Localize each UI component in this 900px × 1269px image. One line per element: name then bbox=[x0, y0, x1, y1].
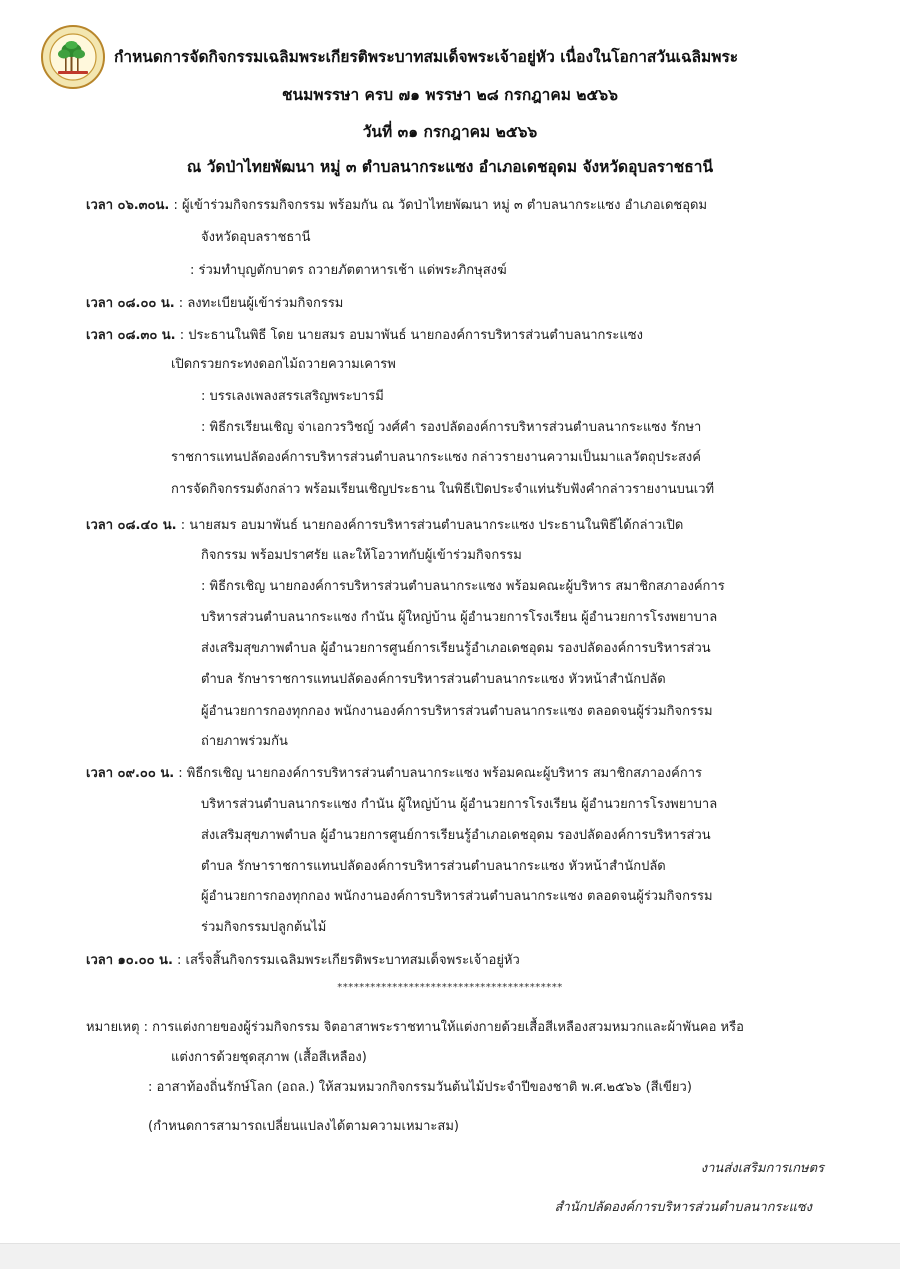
time-label: เวลา ๐๘.๐๐ น. bbox=[86, 296, 175, 311]
viewer-bottom-bar bbox=[0, 1243, 900, 1269]
note-line: แต่งการด้วยชุดสุภาพ (เสื้อสีเหลือง) bbox=[171, 1050, 367, 1065]
text-line: ผู้อำนวยการกองทุกกอง พนักงานองค์การบริหารส่วนตำบลนากระแซง ตลอดจนผู้ร่วมกิจกรรม bbox=[201, 704, 713, 719]
text-line: ถ่ายภาพร่วมกัน bbox=[201, 734, 288, 749]
note-line: หมายเหตุ : การแต่งกายของผู้ร่วมกิจกรรม จิตอาสาพระราชทานให้แต่งกายด้วยเสื้อสีเหลืองสวมหมวกและผ้าพันคอ หรือ bbox=[86, 1020, 744, 1035]
organization-logo bbox=[40, 24, 106, 90]
schedule-item-0900 bbox=[86, 762, 702, 783]
text-line: ส่งเสริมสุขภาพตำบล ผู้อำนวยการศูนย์การเรียนรู้อำเภอเดชอุดม รองปลัดองค์การบริหารส่วน bbox=[201, 641, 711, 656]
time-label: เวลา ๐๙.๐๐ น. bbox=[86, 766, 175, 781]
text-line: ร่วมกิจกรรมปลูกต้นไม้ bbox=[201, 920, 327, 935]
time-label: เวลา ๑๐.๐๐ น. bbox=[86, 953, 173, 968]
text-line: : พิธีกรเชิญ นายกองค์การบริหารส่วนตำบลนากระแซง พร้อมคณะผู้บริหาร สมาชิกสภาองค์การ bbox=[201, 579, 725, 594]
item-text: : นายสมร อบมาพันธ์ นายกองค์การบริหารส่วนตำบลนากระแซง ประธานในพิธีได้กล่าวเปิด bbox=[176, 518, 684, 533]
asterisk-separator: ***************************************** bbox=[337, 982, 563, 993]
title-location: ณ วัดป่าไทยพัฒนา หมู่ ๓ ตำบลนากระแซง อำเภอเดชอุดม จังหวัดอุบลราชธานี bbox=[186, 158, 714, 176]
signature-department: งานส่งเสริมการเกษตร bbox=[700, 1161, 824, 1176]
signature-office: สำนักปลัดองค์การบริหารส่วนตำบลนากระแซง bbox=[554, 1200, 812, 1215]
text-line: ผู้อำนวยการกองทุกกอง พนักงานองค์การบริหารส่วนตำบลนากระแซง ตลอดจนผู้ร่วมกิจกรรม bbox=[201, 889, 713, 904]
time-label: เวลา ๐๘.๓๐ น. bbox=[86, 328, 176, 343]
text-line: เปิดกรวยกระทงดอกไม้ถวายความเคารพ bbox=[171, 357, 396, 372]
item-text: : เสร็จสิ้นกิจกรรมเฉลิมพระเกียรติพระบาทสมเด็จพระเจ้าอยู่หัว bbox=[172, 953, 520, 968]
text-line: ตำบล รักษาราชการแทนปลัดองค์การบริหารส่วนตำบลนากระแซง หัวหน้าสำนักปลัด bbox=[201, 672, 666, 687]
time-label: เวลา ๐๖.๓๐น. bbox=[86, 198, 170, 213]
title-line-2: ชนมพรรษา ครบ ๗๑ พรรษา ๒๘ กรกฎาคม ๒๕๖๖ bbox=[282, 86, 618, 104]
time-label: เวลา ๐๘.๔๐ น. bbox=[86, 518, 177, 533]
schedule-item-0830 bbox=[86, 324, 643, 345]
text-line: จังหวัดอุบลราชธานี bbox=[201, 230, 311, 245]
schedule-item-0840 bbox=[86, 514, 683, 535]
text-line: การจัดกิจกรรมดังกล่าว พร้อมเรียนเชิญประธาน ในพิธีเปิดประจำแท่นรับฟังคำกล่าวรายงานบนเวที bbox=[171, 482, 715, 497]
text-line: : บรรเลงเพลงสรรเสริญพระบารมี bbox=[201, 389, 384, 404]
schedule-item-0630 bbox=[86, 194, 707, 215]
text-line: : ร่วมทำบุญตักบาตร ถวายภัตตาหารเช้า แด่พระภิกษุสงฆ์ bbox=[190, 263, 507, 278]
title-line-1: กำหนดการจัดกิจกรรมเฉลิมพระเกียรติพระบาทสมเด็จพระเจ้าอยู่หัว เนื่องในโอกาสวันเฉลิมพระ bbox=[114, 48, 739, 66]
note-line: (กำหนดการสามารถเปลี่ยนแปลงได้ตามความเหมาะสม) bbox=[148, 1119, 459, 1134]
item-text: : ผู้เข้าร่วมกิจกรรมกิจกรรม พร้อมกัน ณ วัดป่าไทยพัฒนา หมู่ ๓ ตำบลนากระแซง อำเภอเดชอุดม bbox=[169, 198, 708, 213]
text-line: บริหารส่วนตำบลนากระแซง กำนัน ผู้ใหญ่บ้าน ผู้อำนวยการโรงเรียน ผู้อำนวยการโรงพยาบาล bbox=[201, 610, 718, 625]
item-text: : พิธีกรเชิญ นายกองค์การบริหารส่วนตำบลนากระแซง พร้อมคณะผู้บริหาร สมาชิกสภาองค์การ bbox=[174, 766, 702, 781]
note-line: : อาสาท้องถิ่นรักษ์โลก (อถล.) ให้สวมหมวกกิจกรรมวันต้นไม้ประจำปีของชาติ พ.ศ.๒๕๖๖ (สีเขียว) bbox=[148, 1080, 692, 1095]
item-text: : ลงทะเบียนผู้เข้าร่วมกิจกรรม bbox=[174, 296, 344, 311]
text-line: กิจกรรม พร้อมปราศรัย และให้โอวาทกับผู้เข้าร่วมกิจกรรม bbox=[201, 548, 522, 563]
text-line: บริหารส่วนตำบลนากระแซง กำนัน ผู้ใหญ่บ้าน ผู้อำนวยการโรงเรียน ผู้อำนวยการโรงพยาบาล bbox=[201, 797, 718, 812]
text-line: ตำบล รักษาราชการแทนปลัดองค์การบริหารส่วนตำบลนากระแซง หัวหน้าสำนักปลัด bbox=[201, 859, 666, 874]
title-date: วันที่ ๓๑ กรกฎาคม ๒๕๖๖ bbox=[362, 123, 538, 141]
text-line: : พิธีกรเรียนเชิญ จ่าเอกวรวิชญ์ วงศ์คำ รองปลัดองค์การบริหารส่วนตำบลนากระแซง รักษา bbox=[201, 420, 702, 435]
text-line: ราชการแทนปลัดองค์การบริหารส่วนตำบลนากระแซง กล่าวรายงานความเป็นมาแลวัตถุประสงค์ bbox=[171, 450, 701, 465]
text-line: ส่งเสริมสุขภาพตำบล ผู้อำนวยการศูนย์การเรียนรู้อำเภอเดชอุดม รองปลัดองค์การบริหารส่วน bbox=[201, 828, 711, 843]
schedule-item-1000 bbox=[86, 949, 520, 970]
item-text: : ประธานในพิธี โดย นายสมร อบมาพันธ์ นายกองค์การบริหารส่วนตำบลนากระแซง bbox=[175, 328, 643, 343]
schedule-item-0800 bbox=[86, 292, 343, 313]
